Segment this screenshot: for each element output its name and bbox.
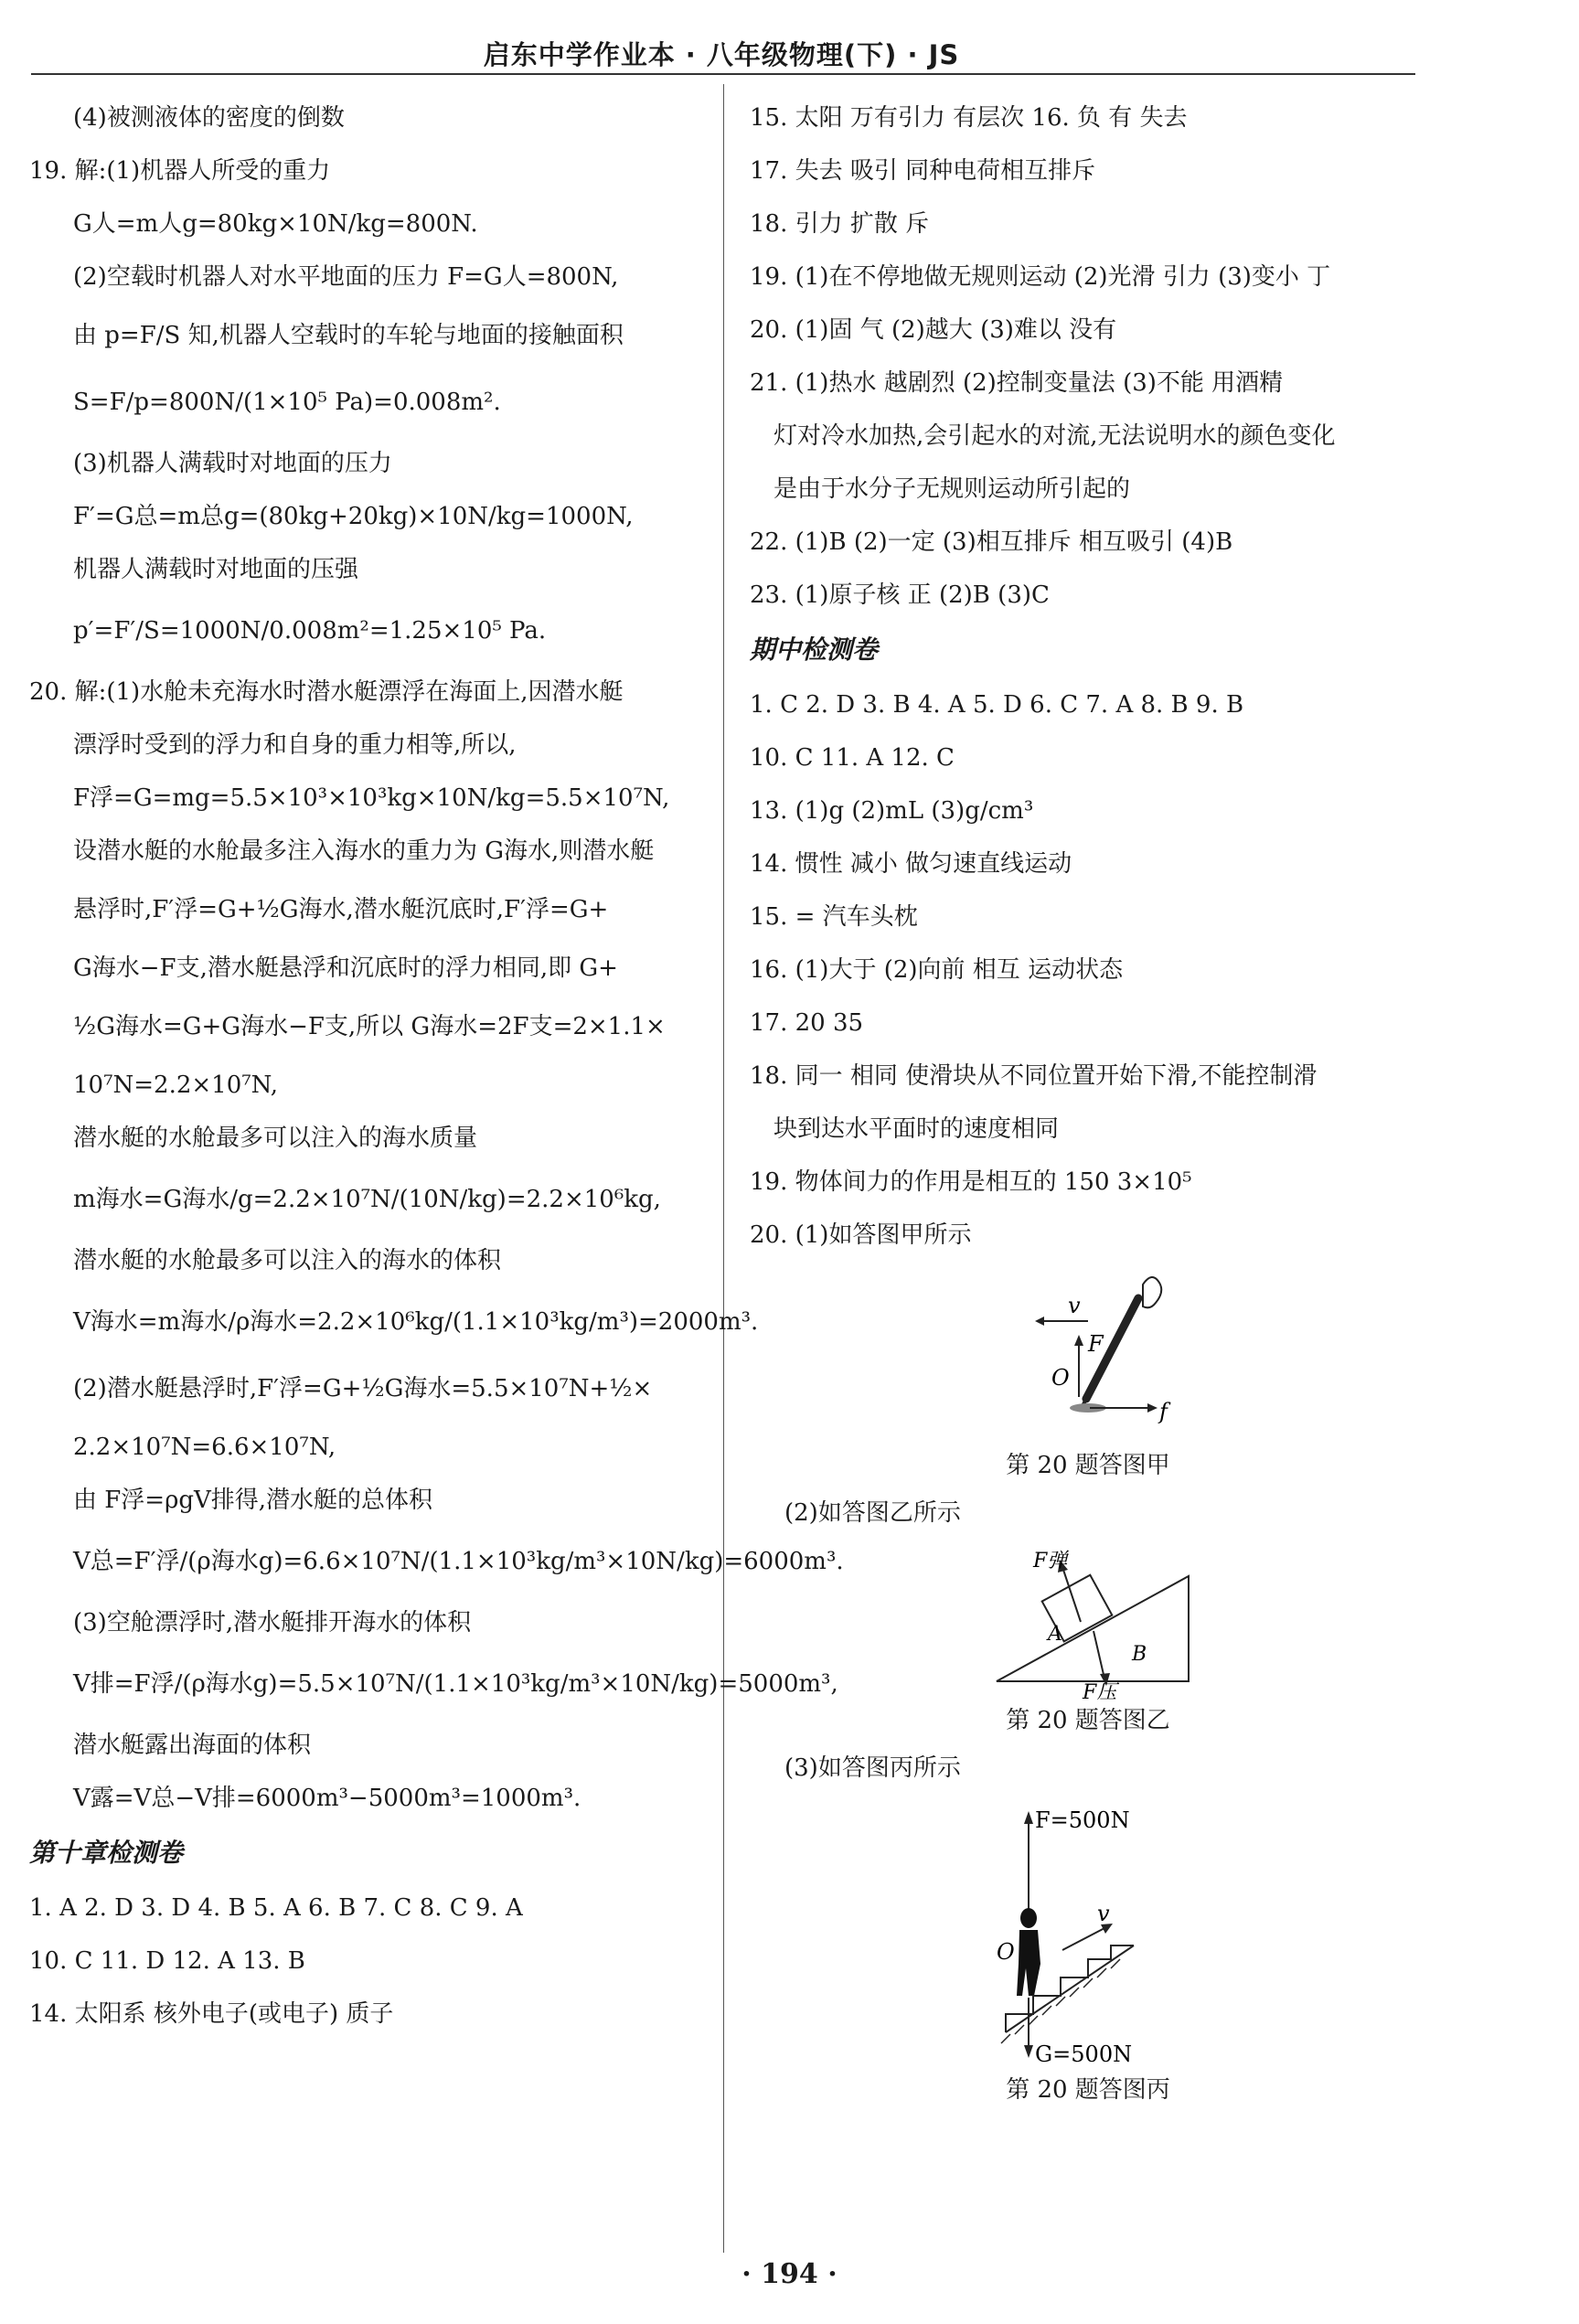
text-line: 潜水艇的水舱最多可以注入的海水的体积 [73,1247,502,1274]
text-line: 2.2×10⁷N=6.6×10⁷N, [73,1434,336,1461]
figure-yi-caption: 第 20 题答图乙 [1006,1707,1170,1734]
section-heading: 期中检测卷 [750,634,879,665]
text-line: 18. 同一 相同 使滑块从不同位置开始下滑,不能控制滑 [750,1062,1318,1090]
text-line: 10⁷N=2.2×10⁷N, [73,1071,279,1099]
label-F: F [1088,1331,1104,1357]
text-line: 22. (1)B (2)一定 (3)相互排斥 相互吸引 (4)B [750,528,1233,556]
figure-bing [750,1795,1426,2069]
figure-jia-diagram [750,1262,1426,1445]
text-line: V排=F浮/(ρ海水g)=5.5×10⁷N/(1.1×10³kg/m³×10N/kg)=5000m³, [73,1670,838,1698]
text-line: (4)被测液体的密度的倒数 [73,104,345,132]
text-line: 21. (1)热水 越剧烈 (2)控制变量法 (3)不能 用酒精 [750,369,1284,397]
text-line: 13. (1)g (2)mL (3)g/cm³ [750,797,1034,825]
text-line: 20. (1)如答图甲所示 [750,1221,972,1249]
text-line: 机器人满载时对地面的压强 [73,556,359,583]
label-O: O [997,1939,1015,1965]
text-line: 由 F浮=ρgV排得,潜水艇的总体积 [73,1487,433,1514]
text-line: 18. 引力 扩散 斥 [750,210,930,238]
text-line: G海水−F支,潜水艇悬浮和沉底时的浮力相同,即 G+ [73,954,618,982]
text-line: 块到达水平面时的速度相同 [773,1115,1060,1143]
text-line: V总=F′浮/(ρ海水g)=6.6×10⁷N/(1.1×10³kg/m³×10N/kg)=6000m³. [73,1548,844,1575]
page-number: · 194 · [741,2258,838,2290]
label-Fya: F压 [1083,1681,1117,1700]
text-line: (3)机器人满载时对地面的压力 [73,450,392,477]
column-divider [723,84,724,2253]
figure-bing-intro: (3)如答图丙所示 [784,1754,961,1782]
text-line: 17. 失去 吸引 同种电荷相互排斥 [750,157,1096,185]
text-line: 灯对冷水加热,会引起水的对流,无法说明水的颜色变化 [773,422,1336,450]
text-line: m海水=G海水/g=2.2×10⁷N/(10N/kg)=2.2×10⁶kg, [73,1186,661,1213]
text-line: (2)潜水艇悬浮时,F′浮=G+½G海水=5.5×10⁷N+½× [73,1375,653,1402]
text-line: (3)空舱漂浮时,潜水艇排开海水的体积 [73,1609,472,1636]
label-Fdan: F弹 [1033,1550,1068,1572]
text-line: 1. C 2. D 3. B 4. A 5. D 6. C 7. A 8. B 9. B [750,691,1244,719]
figure-bing-diagram [750,1795,1426,2069]
figure-jia [750,1262,1426,1445]
text-line: 是由于水分子无规则运动所引起的 [773,475,1131,503]
text-line: G人=m人g=80kg×10N/kg=800N. [73,210,478,238]
figure-yi [750,1540,1426,1700]
header-rule [31,73,1415,75]
text-line: S=F/p=800N/(1×10⁵ Pa)=0.008m². [73,389,501,416]
label-F-500N: F=500N [1035,1807,1130,1833]
text-line: V海水=m海水/ρ海水=2.2×10⁶kg/(1.1×10³kg/m³)=2000m³. [73,1308,759,1336]
label-B: B [1132,1643,1147,1666]
figure-bing-caption: 第 20 题答图丙 [1006,2076,1170,2104]
text-line: 设潜水艇的水舱最多注入海水的重力为 G海水,则潜水艇 [73,837,655,865]
figure-yi-intro: (2)如答图乙所示 [784,1499,961,1527]
incline [997,1576,1189,1681]
label-v: v [1097,1901,1110,1926]
text-line: 19. 解:(1)机器人所受的重力 [29,157,331,185]
section-heading: 第十章检测卷 [29,1838,184,1868]
page-header: 启东中学作业本 · 八年级物理(下) · JS [483,39,960,70]
text-line: V露=V总−V排=6000m³−5000m³=1000m³. [73,1785,581,1812]
text-line: 17. 20 35 [750,1009,864,1037]
text-line: 14. 惯性 减小 做匀速直线运动 [750,850,1072,878]
text-line: F浮=G=mg=5.5×10³×10³kg×10N/kg=5.5×10⁷N, [73,784,670,812]
text-line: 15. = 汽车头枕 [750,903,918,931]
text-line: 10. C 11. A 12. C [750,744,955,772]
label-G-500N: G=500N [1035,2041,1133,2067]
label-f: f [1159,1399,1168,1424]
figure-yi-diagram [750,1540,1426,1700]
text-line: (2)空载时机器人对水平地面的压力 F=G人=800N, [73,263,619,291]
text-line: 悬浮时,F′浮=G+½G海水,潜水艇沉底时,F′浮=G+ [73,896,609,923]
person-icon [1017,1908,1040,1996]
text-line: 20. (1)固 气 (2)越大 (3)难以 没有 [750,316,1117,344]
text-line: p′=F′/S=1000N/0.008m²=1.25×10⁵ Pa. [73,617,547,645]
text-line: 漂浮时受到的浮力和自身的重力相等,所以, [73,731,517,759]
text-line: 20. 解:(1)水舱未充海水时潜水艇漂浮在海面上,因潜水艇 [29,678,624,706]
text-line: ½G海水=G+G海水−F支,所以 G海水=2F支=2×1.1× [73,1013,666,1040]
text-line: 潜水艇露出海面的体积 [73,1732,312,1759]
text-line: 23. (1)原子核 正 (2)B (3)C [750,581,1050,609]
label-O: O [1051,1365,1070,1391]
figure-jia-caption: 第 20 题答图甲 [1006,1452,1170,1479]
right-column-answers [750,91,1426,1262]
text-line: 19. (1)在不停地做无规则运动 (2)光滑 引力 (3)变小 丁 [750,263,1331,291]
text-line: 由 p=F/S 知,机器人空载时的车轮与地面的接触面积 [73,322,624,349]
text-line: 1. A 2. D 3. D 4. B 5. A 6. B 7. C 8. C 9. A [29,1894,523,1922]
text-line: 15. 太阳 万有引力 有层次 16. 负 有 失去 [750,104,1188,132]
text-line: 潜水艇的水舱最多可以注入的海水质量 [73,1125,478,1152]
label-A: A [1048,1623,1062,1646]
text-line: 19. 物体间力的作用是相互的 150 3×10⁵ [750,1168,1192,1196]
hand-icon [1143,1277,1161,1307]
label-v: v [1068,1293,1081,1318]
text-line: 10. C 11. D 12. A 13. B [29,1947,305,1975]
text-line: 14. 太阳系 核外电子(或电子) 质子 [29,2000,394,2028]
right-column [750,91,1426,2111]
text-line: F′=G总=m总g=(80kg+20kg)×10N/kg=1000N, [73,503,634,530]
text-line: 16. (1)大于 (2)向前 相互 运动状态 [750,956,1124,984]
